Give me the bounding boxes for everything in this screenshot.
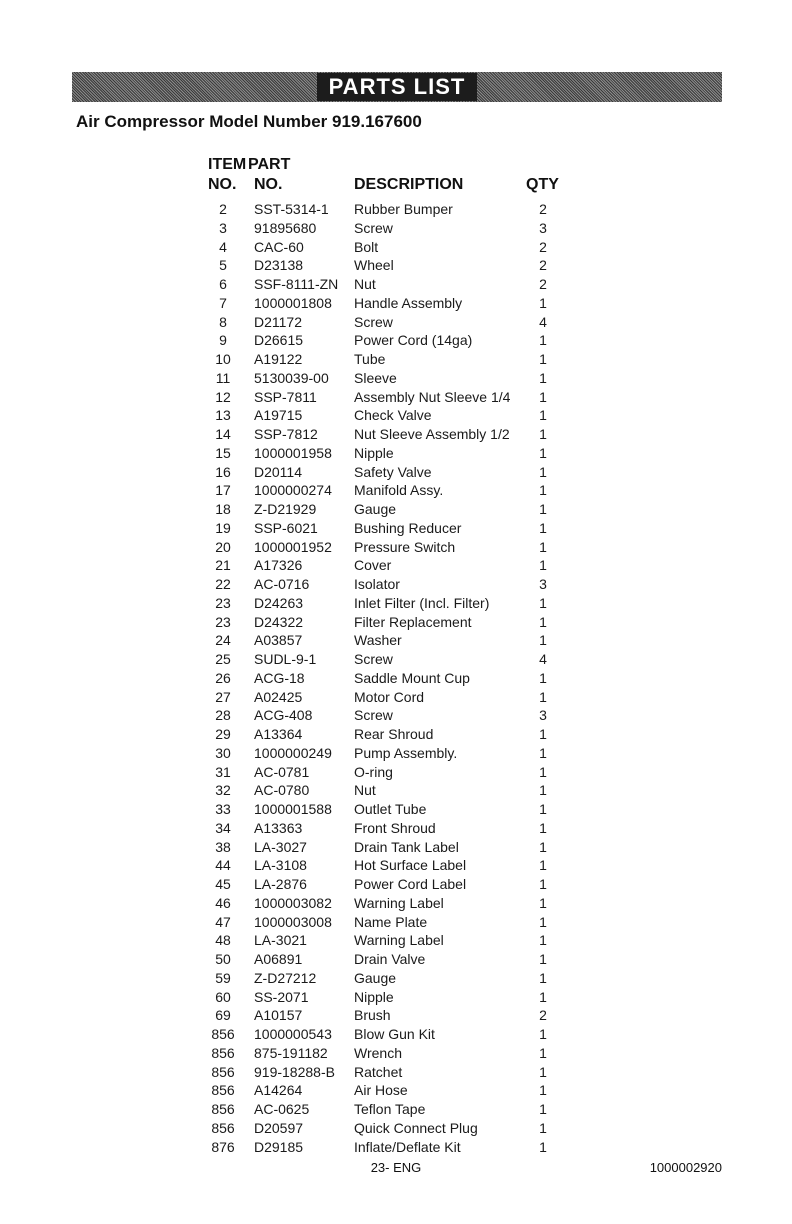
part-number: 1000000274 (254, 482, 332, 499)
part-quantity: 1 (539, 669, 547, 686)
part-quantity: 1 (539, 369, 547, 386)
part-quantity: 1 (539, 351, 547, 367)
part-description: Isolator (354, 576, 400, 592)
part-quantity: 2 (539, 201, 547, 217)
part-quantity: 1 (539, 613, 547, 630)
item-number: 33 (215, 801, 231, 817)
part-number: D24263 (254, 594, 304, 611)
part-quantity: 1 (539, 988, 547, 1005)
part-number: D23138 (254, 257, 304, 274)
table-row (0, 725, 792, 744)
part-number: 1000003008 (254, 913, 332, 930)
part-description: Quick Connect Plug (354, 1119, 478, 1136)
part-number: D20114 (254, 463, 303, 480)
part-description: Cover (354, 557, 392, 574)
document-number: 1000002920 (649, 1160, 722, 1175)
item-number: 47 (215, 913, 231, 930)
part-number: ACG-408 (254, 707, 313, 724)
part-quantity: 1 (539, 894, 547, 911)
part-number: Z-D21929 (254, 501, 317, 517)
part-description: Outlet Tube (354, 801, 427, 817)
part-number: Z-D27212 (254, 969, 317, 986)
table-row (0, 406, 792, 425)
parts-table-body (0, 200, 792, 1156)
part-number: 1000001808 (254, 294, 332, 311)
header-item-line2: NO. (208, 176, 237, 193)
item-number: 11 (215, 369, 231, 386)
part-quantity: 1 (539, 294, 547, 311)
table-row (0, 425, 792, 444)
item-number: 22 (215, 576, 231, 592)
part-description: Tube (354, 351, 386, 367)
item-number: 15 (215, 444, 231, 461)
part-quantity: 1 (539, 538, 547, 555)
part-description: Power Cord Label (354, 876, 467, 892)
item-number: 16 (215, 463, 231, 480)
item-number: 9 (219, 332, 227, 349)
parts-list-banner (72, 72, 722, 102)
part-quantity: 1 (539, 913, 547, 930)
part-number: A06891 (254, 951, 303, 967)
item-number: 34 (215, 819, 231, 836)
part-description: Hot Surface Label (354, 857, 467, 874)
item-number: 856 (211, 1026, 235, 1042)
part-quantity: 2 (539, 1007, 547, 1024)
table-row (0, 856, 792, 875)
part-quantity: 1 (539, 332, 547, 349)
part-number: A10157 (254, 1007, 303, 1024)
item-number: 856 (211, 1119, 235, 1136)
table-row (0, 1100, 792, 1119)
table-row (0, 275, 792, 294)
part-number: 875-191182 (254, 1044, 328, 1061)
table-row (0, 650, 792, 669)
part-description: Teflon Tape (354, 1101, 426, 1117)
part-number: CAC-60 (254, 238, 304, 255)
part-description: Washer (354, 632, 402, 649)
part-quantity: 1 (539, 557, 547, 574)
table-row (0, 444, 792, 463)
part-number: D21172 (254, 313, 303, 330)
part-description: Safety Valve (354, 463, 432, 480)
item-number: 46 (215, 894, 231, 911)
part-quantity: 2 (539, 238, 547, 255)
part-quantity: 3 (539, 219, 547, 236)
part-description: Rear Shroud (354, 726, 434, 742)
part-number: 1000001952 (254, 538, 332, 555)
part-quantity: 1 (539, 951, 547, 967)
part-quantity: 1 (539, 501, 547, 517)
part-quantity: 1 (539, 594, 547, 611)
part-number: 1000000543 (254, 1026, 332, 1042)
part-quantity: 1 (539, 1044, 547, 1061)
banner-title: PARTS LIST (317, 73, 478, 101)
part-number: A19715 (254, 407, 303, 424)
part-description: Sleeve (354, 369, 397, 386)
part-number: A17326 (254, 557, 303, 574)
part-description: Power Cord (14ga) (354, 332, 473, 349)
part-description: Blow Gun Kit (354, 1026, 435, 1042)
table-row (0, 256, 792, 275)
part-number: A13364 (254, 726, 303, 742)
part-description: Warning Label (354, 894, 444, 911)
item-number: 31 (215, 763, 231, 780)
table-row (0, 313, 792, 332)
part-number: ACG-18 (254, 669, 305, 686)
item-number: 13 (215, 407, 231, 424)
part-number: AC-0716 (254, 576, 310, 592)
part-quantity: 1 (539, 482, 547, 499)
item-number: 12 (215, 388, 231, 405)
part-description: Assembly Nut Sleeve 1/4 (354, 388, 511, 405)
part-number: A19122 (254, 351, 303, 367)
part-description: Ratchet (354, 1063, 403, 1080)
part-quantity: 1 (539, 1063, 547, 1080)
part-description: Screw (354, 707, 393, 724)
part-quantity: 4 (539, 313, 547, 330)
part-description: Front Shroud (354, 819, 436, 836)
part-number: SSP-7812 (254, 426, 318, 442)
item-number: 856 (211, 1082, 235, 1099)
table-row (0, 350, 792, 369)
part-description: Gauge (354, 969, 397, 986)
part-description: Screw (354, 651, 393, 667)
table-row (0, 631, 792, 650)
item-number: 48 (215, 932, 231, 949)
table-row (0, 819, 792, 838)
part-description: Air Hose (354, 1082, 408, 1099)
model-subtitle: Air Compressor Model Number 919.167600 (76, 112, 422, 131)
part-description: Brush (354, 1007, 391, 1024)
part-quantity: 1 (539, 876, 547, 892)
part-description: Wrench (354, 1044, 402, 1061)
part-description: Check Valve (354, 407, 432, 424)
header-item-line1: ITEM (208, 156, 247, 173)
table-row (0, 1119, 792, 1138)
item-number: 17 (215, 482, 231, 499)
table-row (0, 481, 792, 500)
part-quantity: 1 (539, 388, 547, 405)
part-quantity: 1 (539, 969, 547, 986)
part-description: Bolt (354, 238, 379, 255)
table-row (0, 838, 792, 857)
part-quantity: 1 (539, 819, 547, 836)
part-number: 91895680 (254, 219, 317, 236)
item-number: 27 (215, 688, 231, 705)
table-row (0, 913, 792, 932)
part-description: Inflate/Deflate Kit (354, 1138, 461, 1155)
item-number: 30 (215, 744, 231, 761)
item-number: 44 (215, 857, 231, 874)
part-description: Rubber Bumper (354, 201, 453, 217)
part-quantity: 1 (539, 782, 547, 799)
part-number: A14264 (254, 1082, 303, 1099)
part-description: Bushing Reducer (354, 519, 462, 536)
item-number: 26 (215, 669, 231, 686)
table-row (0, 763, 792, 782)
item-number: 856 (211, 1101, 235, 1117)
header-part-line1: PART (248, 156, 291, 173)
part-description: Nipple (354, 444, 394, 461)
part-description: Screw (354, 313, 393, 330)
table-row (0, 781, 792, 800)
item-number: 60 (215, 988, 231, 1005)
table-row (0, 388, 792, 407)
part-quantity: 1 (539, 1082, 547, 1099)
part-number: D29185 (254, 1138, 304, 1155)
part-description: Name Plate (354, 913, 428, 930)
item-number: 69 (215, 1007, 231, 1024)
part-description: Gauge (354, 501, 397, 517)
table-row (0, 519, 792, 538)
part-description: Wheel (354, 257, 394, 274)
table-row (0, 1063, 792, 1082)
header-qty: QTY (526, 176, 559, 193)
part-description: Warning Label (354, 932, 444, 949)
table-row (0, 969, 792, 988)
part-number: SSP-7811 (254, 388, 317, 405)
item-number: 50 (215, 951, 231, 967)
part-quantity: 1 (539, 1119, 547, 1136)
header-part-line2: NO. (254, 176, 283, 193)
part-number: SSF-8111-ZN (254, 276, 339, 292)
item-number: 21 (215, 557, 231, 574)
item-number: 28 (215, 707, 231, 724)
part-description: Pump Assembly. (354, 744, 458, 761)
table-row (0, 294, 792, 313)
table-row (0, 669, 792, 688)
item-number: 19 (215, 519, 231, 536)
table-row (0, 800, 792, 819)
part-quantity: 1 (539, 519, 547, 536)
table-row (0, 500, 792, 519)
part-number: AC-0780 (254, 782, 310, 799)
table-row (0, 219, 792, 238)
part-quantity: 1 (539, 407, 547, 424)
table-row (0, 688, 792, 707)
table-row (0, 931, 792, 950)
table-row (0, 950, 792, 969)
item-number: 29 (215, 726, 231, 742)
part-description: Manifold Assy. (354, 482, 444, 499)
part-number: LA-3021 (254, 932, 307, 949)
part-number: A02425 (254, 688, 303, 705)
part-number: 919-18288-B (254, 1063, 335, 1080)
header-description: DESCRIPTION (354, 176, 464, 193)
part-number: 1000001588 (254, 801, 332, 817)
part-description: Filter Replacement (354, 613, 472, 630)
part-number: D26615 (254, 332, 304, 349)
table-row (0, 988, 792, 1007)
item-number: 18 (215, 501, 231, 517)
part-number: SST-5314-1 (254, 201, 329, 217)
part-description: Inlet Filter (Incl. Filter) (354, 594, 490, 611)
part-description: Saddle Mount Cup (354, 669, 470, 686)
part-number: LA-3027 (254, 838, 307, 855)
part-quantity: 1 (539, 763, 547, 780)
part-quantity: 2 (539, 276, 547, 292)
item-number: 32 (215, 782, 231, 799)
part-description: Drain Valve (354, 951, 426, 967)
part-quantity: 1 (539, 1101, 547, 1117)
part-quantity: 3 (539, 576, 547, 592)
item-number: 2 (219, 201, 227, 217)
part-description: Nut (354, 276, 376, 292)
part-description: Motor Cord (354, 688, 425, 705)
part-description: Handle Assembly (354, 294, 463, 311)
page-number: 23- ENG (370, 1160, 422, 1175)
part-number: 5130039-00 (254, 369, 329, 386)
item-number: 20 (215, 538, 231, 555)
table-row (0, 1044, 792, 1063)
part-description: O-ring (354, 763, 393, 780)
table-row (0, 369, 792, 388)
table-row (0, 1081, 792, 1100)
table-row (0, 238, 792, 257)
item-number: 45 (215, 876, 231, 892)
part-quantity: 1 (539, 838, 547, 855)
item-number: 3 (219, 219, 227, 236)
part-number: SS-2071 (254, 988, 309, 1005)
part-quantity: 1 (539, 726, 547, 742)
part-quantity: 3 (539, 707, 547, 724)
part-number: 1000000249 (254, 744, 332, 761)
part-quantity: 1 (539, 801, 547, 817)
table-row (0, 463, 792, 482)
item-number: 856 (211, 1063, 235, 1080)
item-number: 876 (211, 1138, 235, 1155)
item-number: 7 (219, 294, 227, 311)
table-row (0, 200, 792, 219)
part-number: LA-2876 (254, 876, 307, 892)
item-number: 856 (211, 1044, 235, 1061)
item-number: 24 (215, 632, 231, 649)
item-number: 6 (219, 276, 227, 292)
item-number: 38 (215, 838, 231, 855)
part-number: A13363 (254, 819, 303, 836)
part-number: SUDL-9-1 (254, 651, 317, 667)
part-number: 1000001958 (254, 444, 332, 461)
item-number: 23 (215, 613, 231, 630)
part-quantity: 1 (539, 744, 547, 761)
part-description: Nipple (354, 988, 394, 1005)
table-row (0, 875, 792, 894)
part-quantity: 4 (539, 651, 547, 667)
part-quantity: 1 (539, 1138, 547, 1155)
item-number: 5 (219, 257, 227, 274)
part-number: 1000003082 (254, 894, 332, 911)
part-description: Pressure Switch (354, 538, 456, 555)
part-description: Screw (354, 219, 393, 236)
part-description: Drain Tank Label (354, 838, 459, 855)
table-row (0, 1138, 792, 1157)
part-quantity: 1 (539, 463, 547, 480)
item-number: 14 (215, 426, 231, 442)
item-number: 23 (215, 594, 231, 611)
part-quantity: 1 (539, 1026, 547, 1042)
part-quantity: 2 (539, 257, 547, 274)
part-quantity: 1 (539, 444, 547, 461)
table-row (0, 894, 792, 913)
part-quantity: 1 (539, 688, 547, 705)
item-number: 8 (219, 313, 227, 330)
table-row (0, 556, 792, 575)
part-description: Nut (354, 782, 376, 799)
item-number: 25 (215, 651, 231, 667)
part-quantity: 1 (539, 857, 547, 874)
part-quantity: 1 (539, 632, 547, 649)
table-row (0, 1025, 792, 1044)
item-number: 10 (215, 351, 231, 367)
part-quantity: 1 (539, 426, 547, 442)
part-number: D20597 (254, 1119, 304, 1136)
table-row (0, 594, 792, 613)
part-number: SSP-6021 (254, 519, 318, 536)
part-number: LA-3108 (254, 857, 307, 874)
table-row (0, 744, 792, 763)
table-row (0, 575, 792, 594)
part-quantity: 1 (539, 932, 547, 949)
table-row (0, 538, 792, 557)
part-number: AC-0625 (254, 1101, 310, 1117)
item-number: 59 (215, 969, 231, 986)
part-number: AC-0781 (254, 763, 310, 780)
part-number: A03857 (254, 632, 303, 649)
table-row (0, 706, 792, 725)
table-row (0, 1006, 792, 1025)
table-row (0, 613, 792, 632)
part-description: Nut Sleeve Assembly 1/2 (354, 426, 510, 442)
part-number: D24322 (254, 613, 304, 630)
item-number: 4 (219, 238, 227, 255)
table-row (0, 331, 792, 350)
